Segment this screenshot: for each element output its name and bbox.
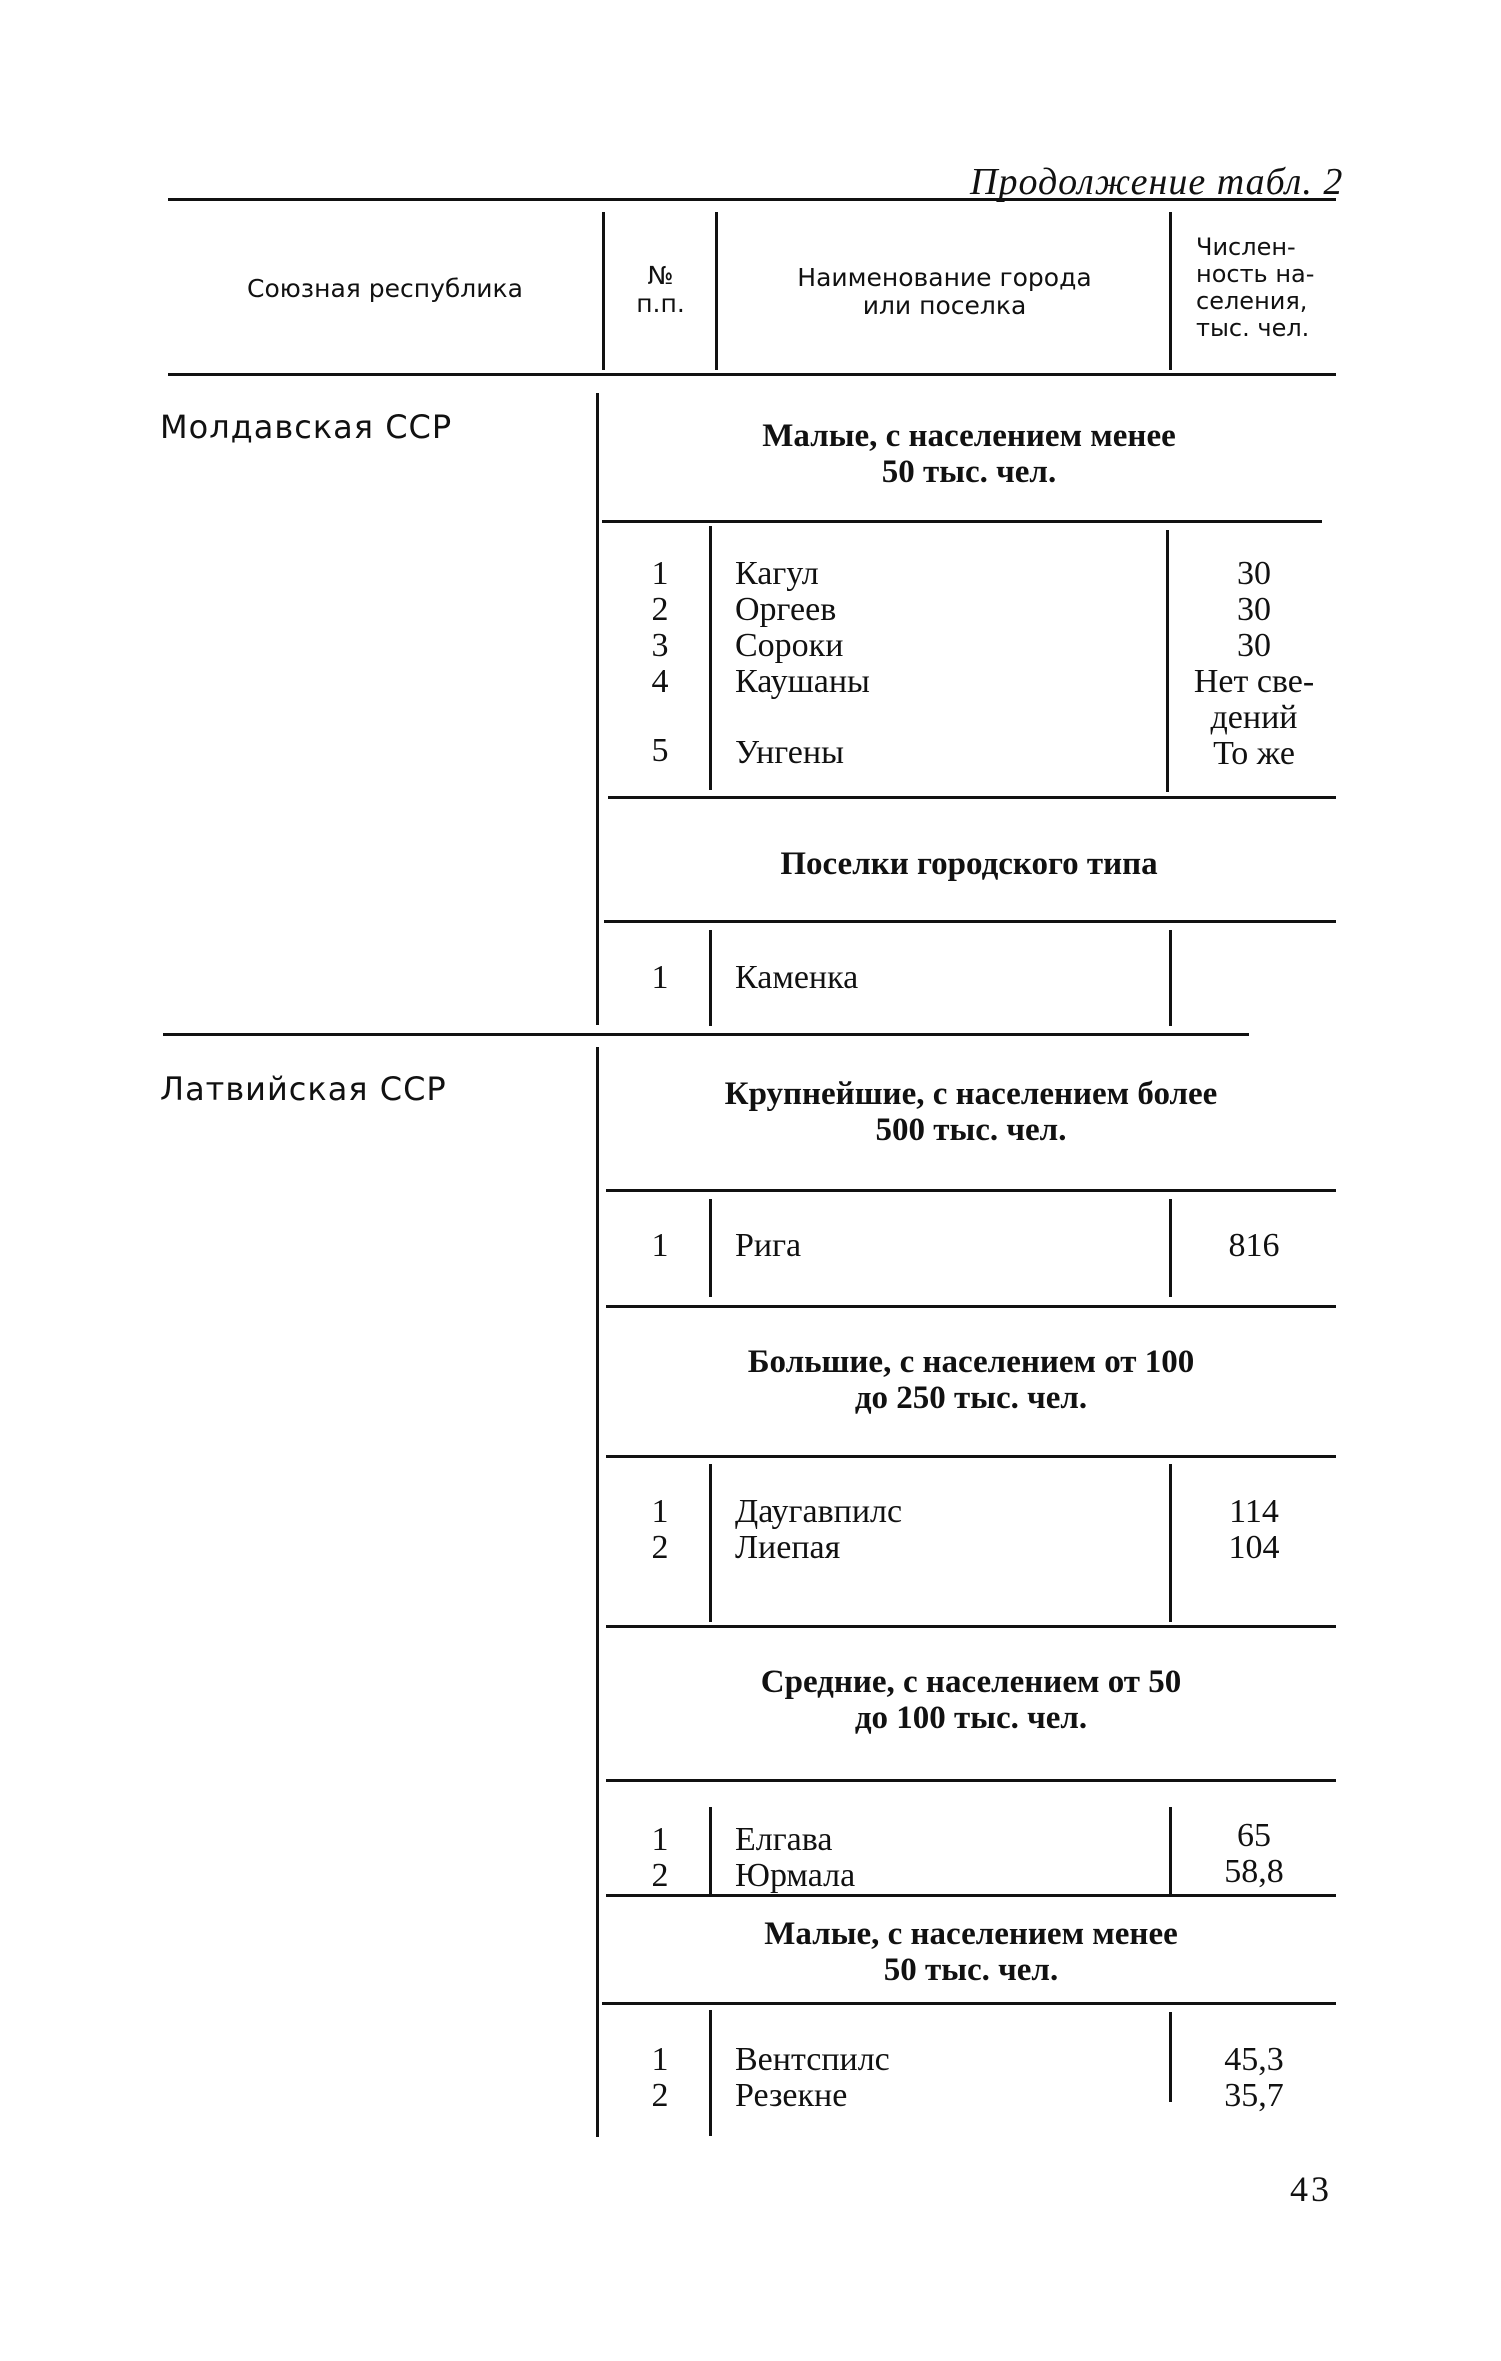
group-rule xyxy=(606,1455,1336,1458)
header-divider-2 xyxy=(715,212,718,370)
population-list: 45,3 35,7 xyxy=(1224,2041,1284,2114)
row-number: 1 2 3 4 xyxy=(651,555,669,700)
group-rule xyxy=(606,1779,1336,1782)
population-list: 30 30 30 Нет све- дений То же xyxy=(1193,555,1315,772)
group-title: Крупнейшие, с населением более 500 тыс. чел. xyxy=(724,1076,1218,1148)
row-divider xyxy=(709,930,712,1026)
moldavia-left-rule xyxy=(596,393,599,1025)
row-divider xyxy=(709,1199,712,1297)
group-rule xyxy=(608,796,1336,799)
city-name: Рига xyxy=(735,1227,802,1264)
city-name: Каменка xyxy=(735,959,859,996)
row-number: 1 2 xyxy=(651,1493,669,1566)
city-list: Даугавпилс Лиепая xyxy=(735,1493,903,1566)
group-rule xyxy=(606,1625,1336,1628)
population-list: 65 58,8 xyxy=(1224,1817,1284,1890)
group-title: Поселки городского типа xyxy=(780,846,1158,882)
group-rule xyxy=(606,1305,1336,1308)
header-republic: Союзная республика xyxy=(247,274,523,303)
row-divider xyxy=(709,526,712,790)
row-divider xyxy=(1169,930,1172,1026)
city-list: Кагул Оргеев Сороки Каушаны xyxy=(735,555,870,700)
header-divider-3 xyxy=(1169,212,1172,370)
population-value: 816 xyxy=(1228,1227,1280,1264)
republic-moldavia: Молдавская ССР xyxy=(160,408,453,446)
row-number: 5 xyxy=(651,732,669,769)
population-list: 114 104 xyxy=(1228,1493,1280,1566)
header-number: № п.п. xyxy=(636,261,685,318)
city-list: Вентспилс Резекне xyxy=(735,2041,890,2114)
row-divider xyxy=(709,2010,712,2136)
group-title: Малые, с населением менее 50 тыс. чел. xyxy=(762,418,1176,490)
section-rule xyxy=(163,1033,1249,1036)
header-bottom-rule xyxy=(168,373,1336,376)
group-title: Средние, с населением от 50 до 100 тыс. чел. xyxy=(760,1664,1182,1736)
latvia-left-rule xyxy=(596,1047,599,2137)
row-number: 1 xyxy=(651,1227,669,1264)
table-caption: Продолжение табл. 2 xyxy=(970,161,1344,203)
group-title: Большие, с населением от 100 до 250 тыс. чел. xyxy=(747,1344,1195,1416)
row-divider xyxy=(709,1807,712,1895)
row-number: 1 2 xyxy=(651,2041,669,2114)
city-list: Елгава Юрмала xyxy=(735,1821,856,1894)
row-divider xyxy=(1166,530,1169,792)
republic-latvia: Латвийская ССР xyxy=(160,1070,447,1108)
header-top-rule xyxy=(168,198,1336,201)
group-rule xyxy=(604,920,1336,923)
page-number: 43 xyxy=(1290,2169,1332,2209)
group-rule xyxy=(606,1894,1336,1897)
row-number: 1 2 xyxy=(651,1821,669,1894)
group-rule xyxy=(602,520,1322,523)
row-number: 1 xyxy=(651,959,669,996)
header-population: Числен- ность на- селения, тыс. чел. xyxy=(1196,233,1315,342)
header-name: Наименование города или поселка xyxy=(797,263,1092,320)
city-name: Унгены xyxy=(735,734,844,771)
group-rule xyxy=(606,1189,1336,1192)
group-rule xyxy=(602,2002,1336,2005)
row-divider xyxy=(709,1464,712,1622)
group-title: Малые, с населением менее 50 тыс. чел. xyxy=(764,1916,1178,1988)
header-divider-1 xyxy=(602,212,605,370)
